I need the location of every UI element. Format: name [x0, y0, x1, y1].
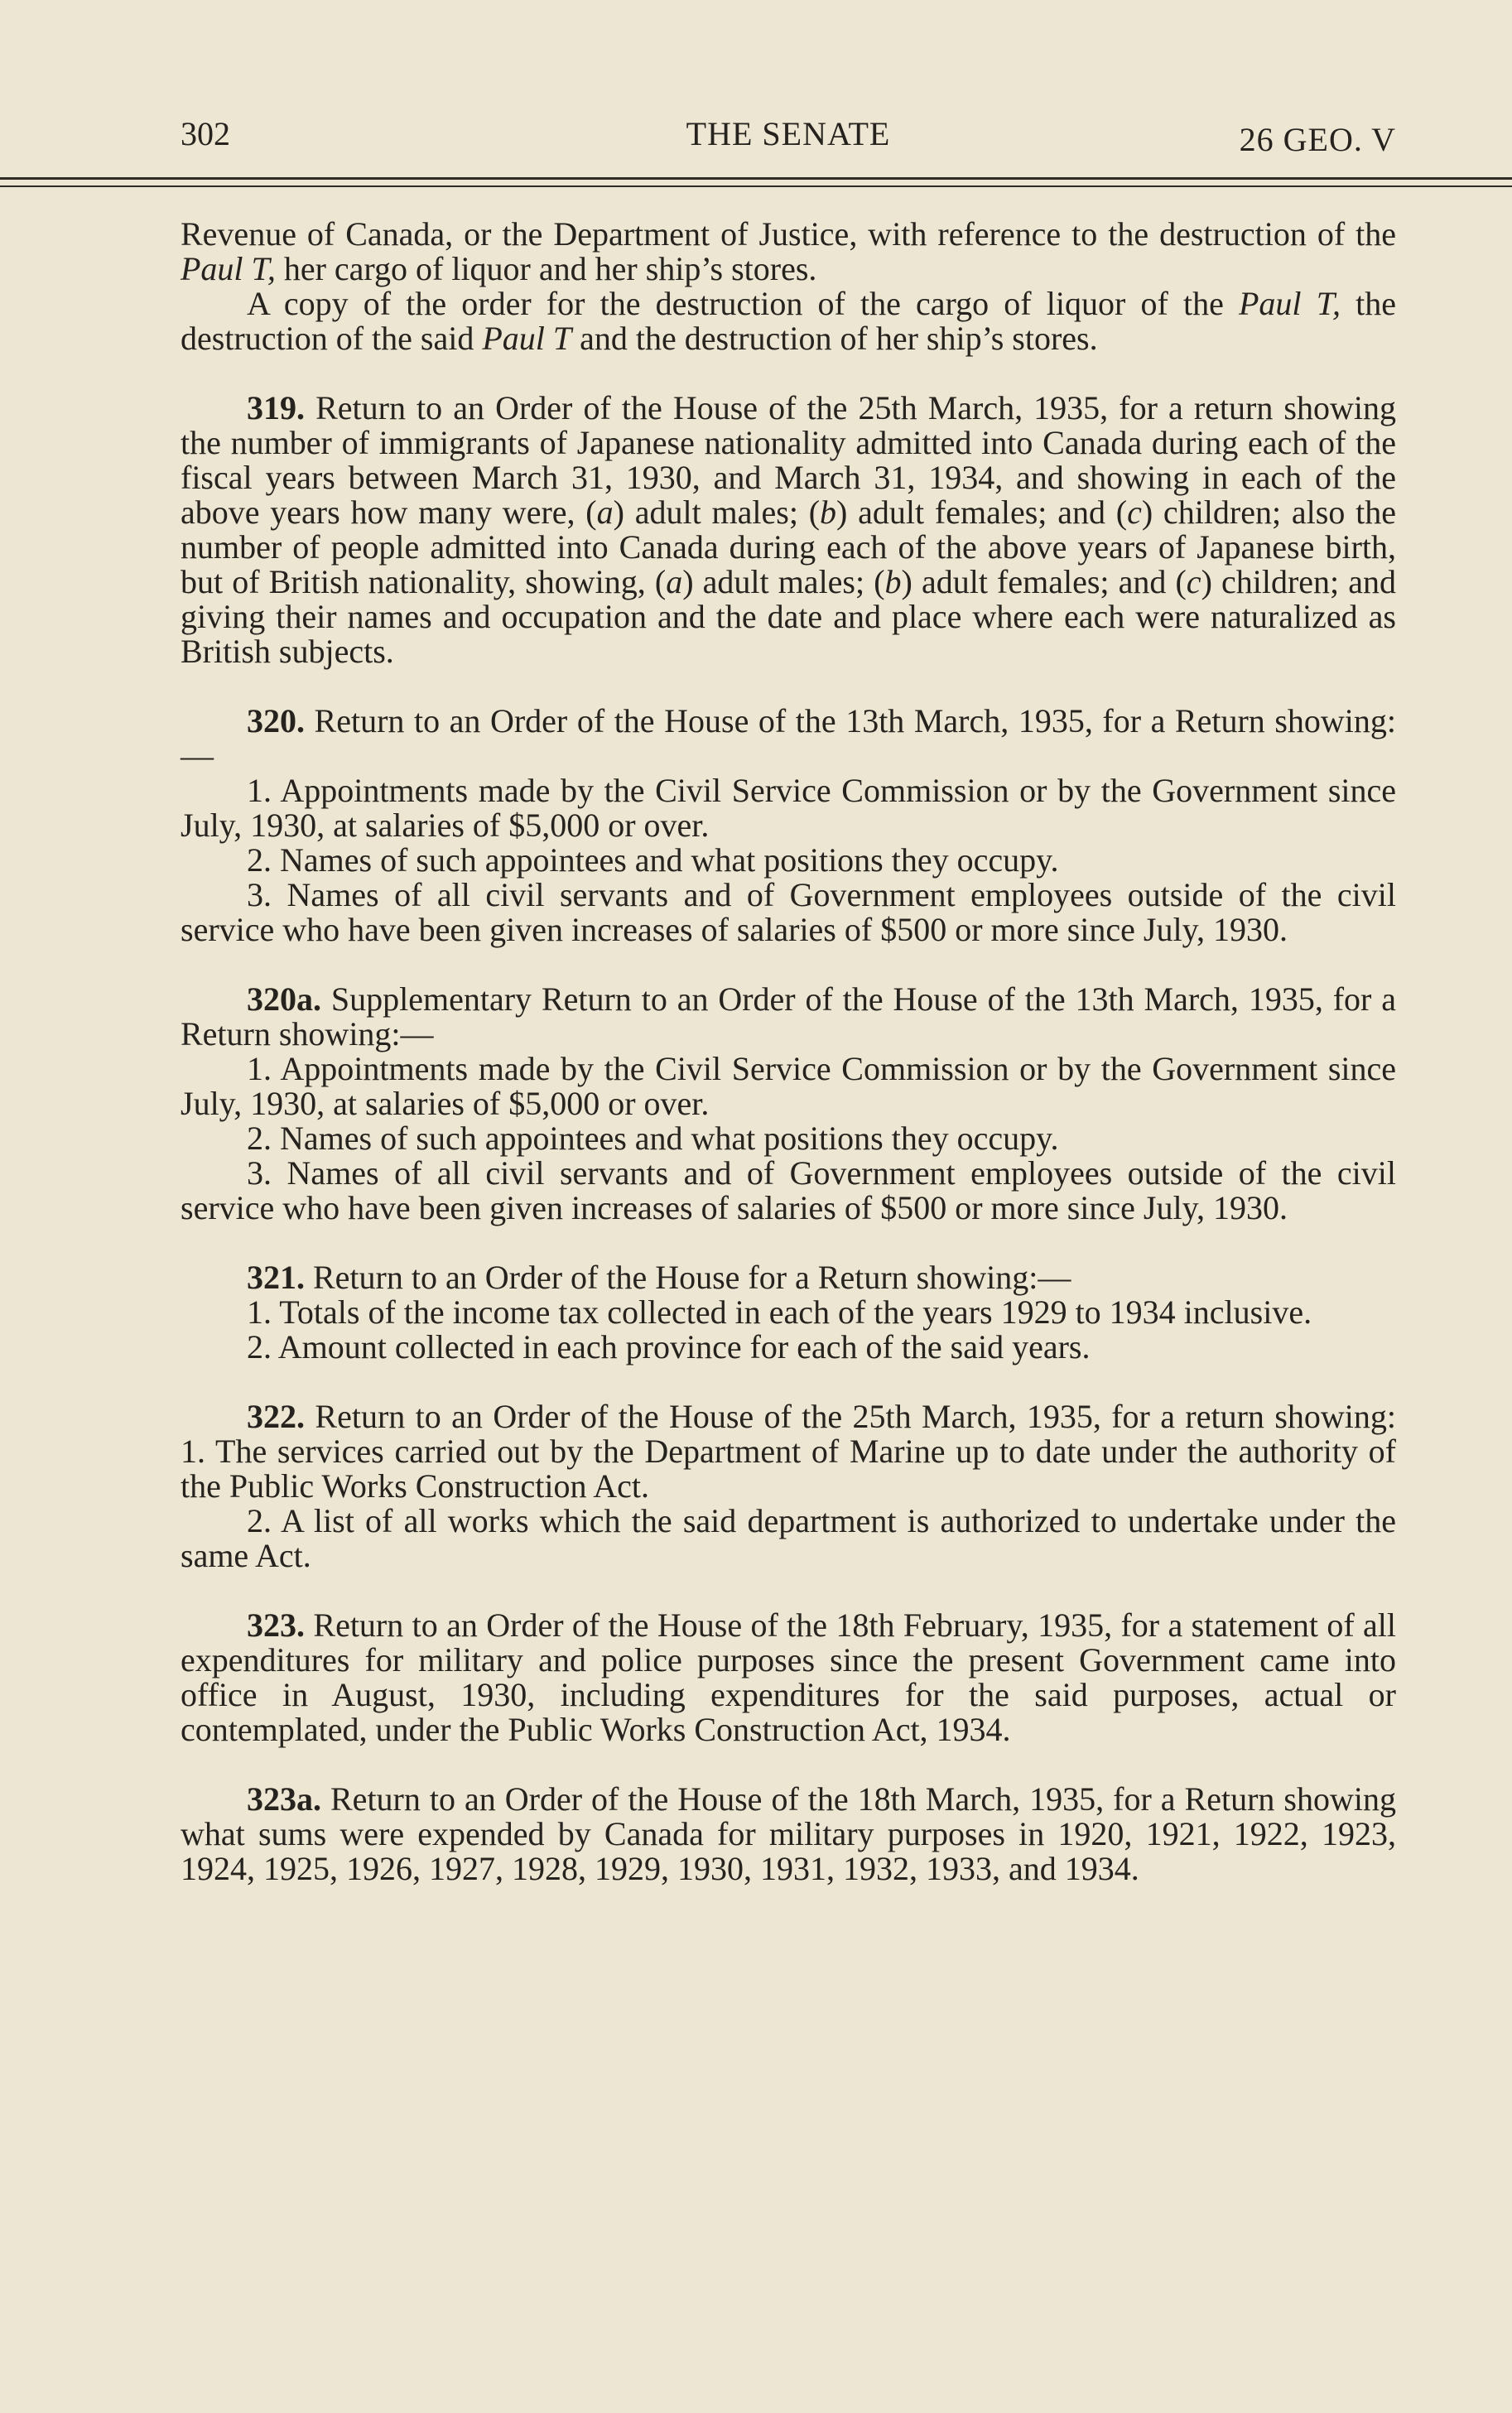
item-letter: b: [820, 494, 837, 531]
entry-text: Return to an Order of the House of the 25th March, 1935, for a return showing: 1. The services carried out by the Department of Marine up to date under the authority of the Public Works Construction Act.: [181, 1398, 1396, 1505]
header-rule-thick: [0, 177, 1512, 180]
item-letter: c: [1186, 563, 1201, 600]
entry-number: 320a.: [247, 980, 321, 1018]
ship-name: Paul T: [482, 320, 572, 357]
ship-name: Paul T,: [1238, 285, 1341, 322]
entry-text: ) children; and giving their names and occupation and the date and place where each were naturalized as British subjects.: [181, 563, 1396, 670]
entry-323a: [181, 1782, 1396, 1886]
item-letter: a: [666, 563, 683, 600]
entry-number: 323a.: [247, 1780, 321, 1818]
entry-text: Return to an Order of the House of the 25th March, 1935, for a return showing the number of immigrants of Japanese nationality admitted into Canada during each of the fiscal years between March 31, 1930, and March 31, 1934, and showing in each of the above years how many were, (: [181, 389, 1396, 531]
item-letter: a: [596, 494, 614, 531]
entry-number: 319.: [247, 389, 305, 426]
entry-319: [181, 391, 1396, 669]
intro-paragraph-2: [181, 287, 1396, 356]
intro-text-1b: her cargo of liquor and her ship’s stores.: [275, 250, 817, 287]
entry-item: 1. Appointments made by the Civil Service Commission or by the Government since July, 1930, at salaries of $5,000 or over.: [181, 1050, 1396, 1122]
intro-paragraph-1: [181, 217, 1396, 287]
entry-item: 1. Totals of the income tax collected in each of the years 1929 to 1934 inclusive.: [247, 1293, 1312, 1331]
entry-320: [181, 704, 1396, 947]
item-letter: c: [1127, 494, 1142, 531]
entry-item: 3. Names of all civil servants and of Government employees outside of the civil service who have been given increases of salaries of $500 or more since July, 1930.: [181, 1154, 1396, 1226]
entry-323: [181, 1608, 1396, 1747]
page-number: 302: [181, 115, 230, 152]
running-header: [181, 0, 1396, 207]
entry-item: 2. A list of all works which the said department is authorized to undertake under the same Act.: [181, 1502, 1396, 1574]
entry-text: ) adult females; and (: [901, 563, 1187, 600]
entry-paragraph: [181, 1782, 1396, 1886]
entry-number: 320.: [247, 702, 305, 739]
entry-number: 321.: [247, 1259, 305, 1296]
entry-322: [181, 1399, 1396, 1573]
page-body: [181, 217, 1396, 1886]
entry-item: 2. Names of such appointees and what positions they occupy.: [247, 841, 1059, 879]
session-label: 26 GEO. V: [1239, 121, 1396, 158]
entry-text: Return to an Order of the House of the 18th March, 1935, for a Return showing what sums were expended by Canada for military purposes in 1920, 1921, 1922, 1923, 1924, 1925, 1926, 1927, 1928, 1929, 1930, 1931, 1932, 1933, and 1934.: [181, 1780, 1396, 1887]
entry-paragraph: [181, 1260, 1396, 1295]
entry-paragraph: [181, 1608, 1396, 1747]
page-title: THE SENATE: [686, 115, 891, 152]
entry-item: 2. Names of such appointees and what positions they occupy.: [247, 1120, 1059, 1157]
entry-number: 323.: [247, 1606, 305, 1644]
entry-320a: [181, 982, 1396, 1226]
entry-321: [181, 1260, 1396, 1365]
entry-text: ) adult males; (: [682, 563, 885, 600]
entry-text: Supplementary Return to an Order of the House of the 13th March, 1935, for a Return showing:—: [181, 980, 1396, 1052]
intro-text-2: A copy of the order for the destruction of the cargo of liquor of the: [247, 285, 1239, 322]
entry-paragraph: [181, 704, 1396, 773]
intro-text-2b: the destruction of the said: [181, 285, 1396, 357]
entry-item: 2. Amount collected in each province for each of the said years.: [247, 1328, 1091, 1365]
entry-text: ) adult males; (: [613, 494, 821, 531]
intro-text-2c: and the destruction of her ship’s stores.: [571, 320, 1098, 357]
header-rule-thin: [0, 185, 1512, 187]
entry-item: 3. Names of all civil servants and of Government employees outside of the civil service who have been given increases of salaries of $500 or more since July, 1930.: [181, 876, 1396, 948]
ship-name: Paul T,: [181, 250, 276, 287]
header-rule: [0, 177, 1512, 193]
entry-text: ) adult females; and (: [836, 494, 1128, 531]
entry-number: 322.: [247, 1398, 305, 1435]
entry-paragraph: [181, 1399, 1396, 1504]
entry-text: Return to an Order of the House for a Return showing:—: [305, 1259, 1071, 1296]
entry-item: 1. Appointments made by the Civil Service Commission or by the Government since July, 1930, at salaries of $5,000 or over.: [181, 772, 1396, 844]
entry-paragraph: [181, 391, 1396, 669]
item-letter: b: [884, 563, 902, 600]
entry-text: Return to an Order of the House of the 13th March, 1935, for a Return showing:—: [181, 702, 1396, 774]
intro-text-1: Revenue of Canada, or the Department of Justice, with reference to the destruction of the: [181, 215, 1396, 253]
entry-text: Return to an Order of the House of the 18th February, 1935, for a statement of all expenditures for military and police purposes since the present Government came into office in August, 1930, including expenditures for the said purposes, actual or contemplated, under the Public Works Construction Act, 1934.: [181, 1606, 1396, 1748]
entry-text: ) children; also the number of people admitted into Canada during each of the above years of Japanese birth, but of British nationality, showing, (: [181, 494, 1396, 600]
entry-paragraph: [181, 982, 1396, 1052]
